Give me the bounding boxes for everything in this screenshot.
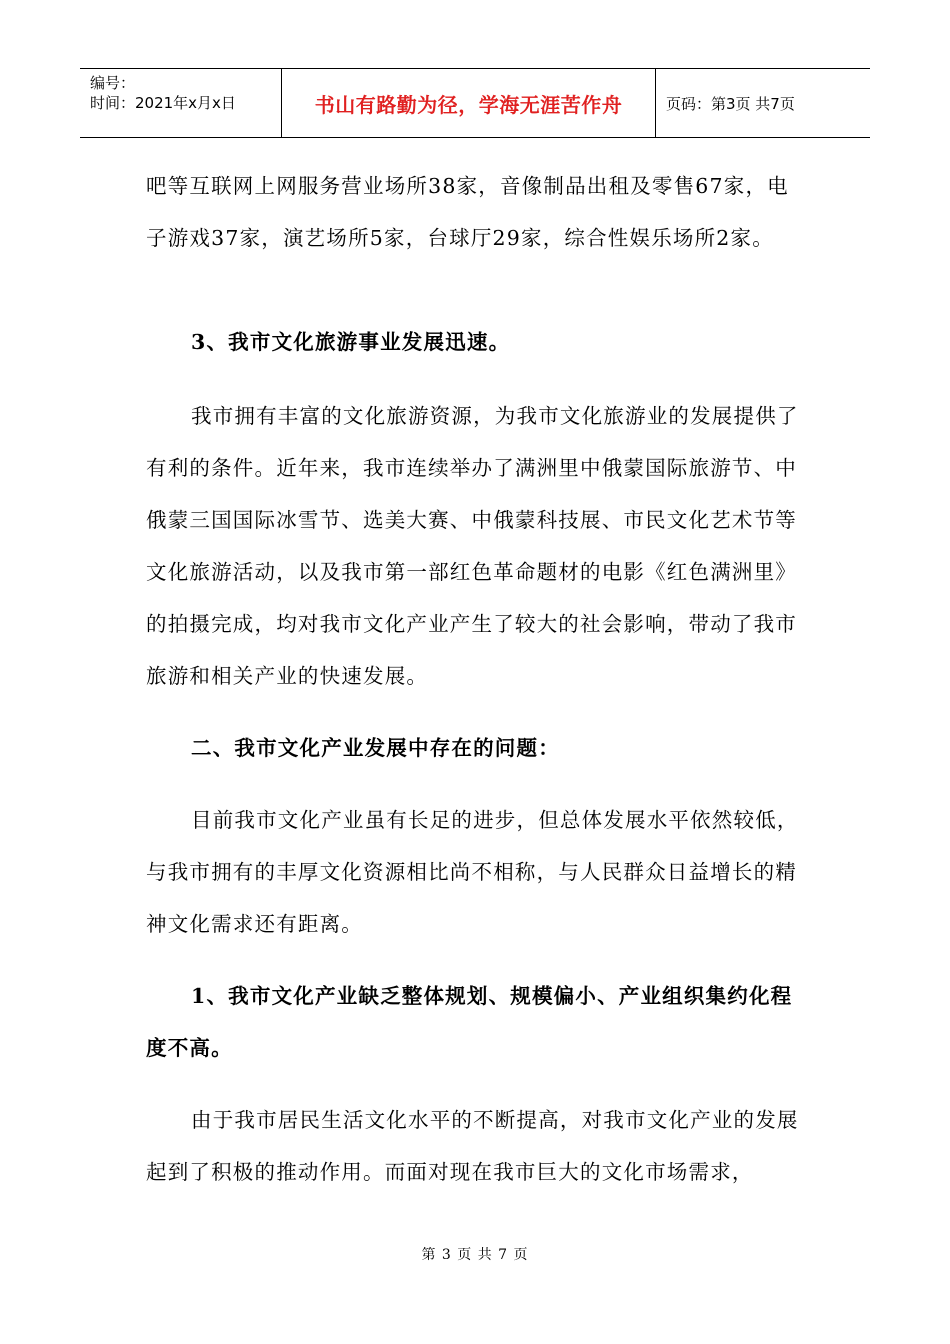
header-page-info: 页码：第3页 共7页 — [666, 94, 795, 113]
paragraph-planning: 由于我市居民生活文化水平的不断提高，对我市文化产业的发展起到了积极的推动作用。而面对现在我市巨大的文化市场需求， — [146, 1108, 799, 1184]
document-date-label: 时间：2021年x月x日 — [90, 94, 236, 112]
document-body — [146, 160, 806, 1198]
paragraph-continuation: 吧等互联网上网服务营业场所38家，音像制品出租及零售67家，电子游戏37家，演艺场所5家，台球厅29家，综合性娱乐场所2家。 — [146, 174, 789, 250]
paragraph-tourism: 我市拥有丰富的文化旅游资源，为我市文化旅游业的发展提供了有利的条件。近年来，我市连续举办了满洲里中俄蒙国际旅游节、中俄蒙三国国际冰雪节、选美大赛、中俄蒙科技展、市民文化艺术节等文化旅游活动，以及我市第一部红色革命题材的电影《红色满洲里》的拍摄完成，均对我市文化产业产生了较大的社会影响，带动了我市旅游和相关产业的快速发展。 — [146, 404, 799, 688]
page-header — [80, 68, 870, 138]
header-motto: 书山有路勤为径，学海无涯苦作舟 — [282, 69, 656, 137]
paragraph-problems-intro: 目前我市文化产业虽有长足的进步，但总体发展水平依然较低，与我市拥有的丰厚文化资源相比尚不相称，与人民群众日益增长的精神文化需求还有距离。 — [146, 808, 799, 936]
heading-culture-tourism: 3、我市文化旅游事业发展迅速。 — [191, 330, 511, 354]
header-meta — [80, 69, 282, 137]
document-number-label: 编号： — [90, 74, 136, 92]
page-footer: 第 3 页 共 7 页 — [421, 1247, 529, 1263]
heading-planning: 1、我市文化产业缺乏整体规划、规模偏小、产业组织集约化程度不高。 — [146, 984, 793, 1060]
heading-problems: 二、我市文化产业发展中存在的问题： — [191, 736, 560, 760]
